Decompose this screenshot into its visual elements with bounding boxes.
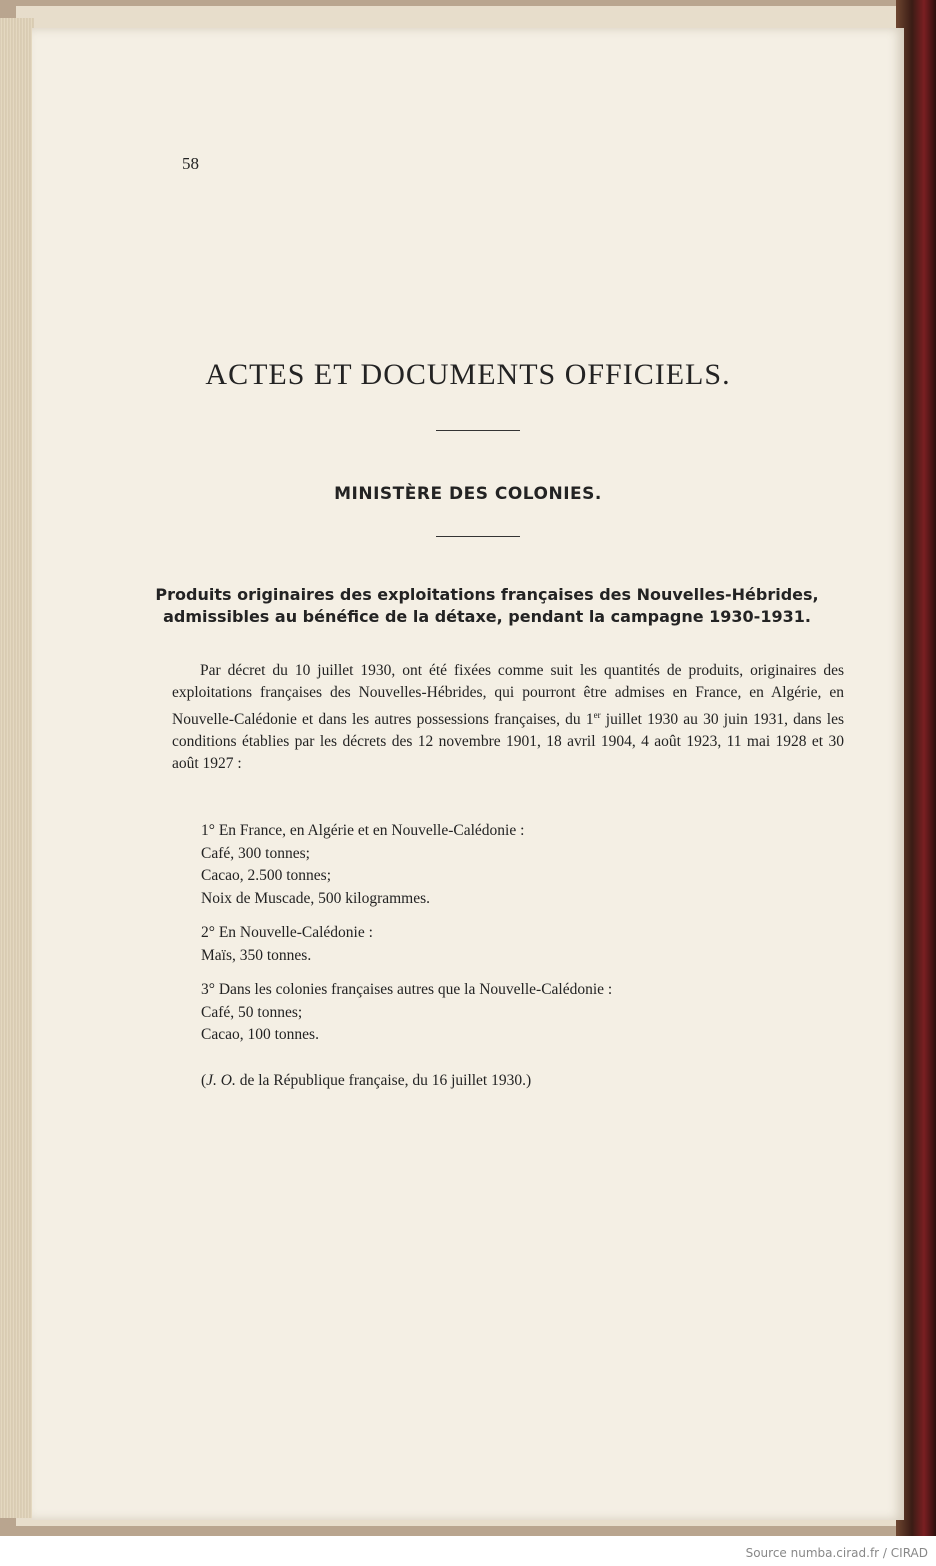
- document-page: [32, 28, 904, 1520]
- list-item: Café, 300 tonnes;: [201, 844, 310, 862]
- source-credit: Source numba.cirad.fr / CIRAD: [745, 1546, 928, 1560]
- list-item: Noix de Muscade, 500 kilogrammes.: [201, 889, 431, 907]
- citation-text: de la République française, du 16 juillet 1930.): [235, 1072, 532, 1089]
- decree-paragraph: [172, 660, 844, 775]
- list-item: Cacao, 100 tonnes.: [201, 1026, 319, 1043]
- subtitle-line-2: admissibles au bénéfice de la détaxe, pendant la campagne 1930-1931.: [163, 607, 811, 626]
- page-number: 58: [182, 154, 199, 173]
- decree-subtitle: [142, 584, 832, 628]
- journal-citation: [201, 1070, 841, 1092]
- ordinal-superscript: er: [593, 710, 601, 720]
- group-2-heading: 2° En Nouvelle-Calédonie :: [201, 924, 373, 941]
- book-page-edges: [0, 18, 34, 1518]
- quantity-list: [201, 820, 841, 1047]
- list-item: Café, 50 tonnes;: [201, 1003, 303, 1021]
- group-1-heading: 1° En France, en Algérie et en Nouvelle-Calédonie :: [201, 822, 525, 839]
- paragraph-text-end: juillet 1930 au 30 juin 1931, dans les conditions établies par les décrets des 12 novembre 1901, 18 avril 1904, 4 août 1923, 11 mai 1928 et 30 août 1927 :: [172, 711, 844, 773]
- ministry-divider: [436, 536, 520, 537]
- citation-journal-abbrev: J. O.: [206, 1072, 236, 1089]
- list-item: Cacao, 2.500 tonnes;: [201, 867, 332, 884]
- page-title: ACTES ET DOCUMENTS OFFICIELS.: [205, 358, 731, 391]
- list-item: Maïs, 350 tonnes.: [201, 946, 312, 964]
- paragraph-text-start: Par décret du 10 juillet 1930, ont été fixées comme suit les quantités de produits, originaires des exploitations françaises des Nouvelles-Hébrides, qui pourront être admises en France, en Algérie, en Nouvelle-Calédonie et dans les autres possessions françaises, du 1: [172, 662, 844, 729]
- citation-open: (: [201, 1072, 207, 1089]
- subtitle-line-1: Produits originaires des exploitations françaises des Nouvelles-Hébrides,: [155, 585, 819, 604]
- group-3-heading: 3° Dans les colonies françaises autres que la Nouvelle-Calédonie :: [201, 981, 613, 998]
- title-divider: [436, 430, 520, 431]
- ministry-heading: MINISTÈRE DES COLONIES.: [334, 484, 602, 504]
